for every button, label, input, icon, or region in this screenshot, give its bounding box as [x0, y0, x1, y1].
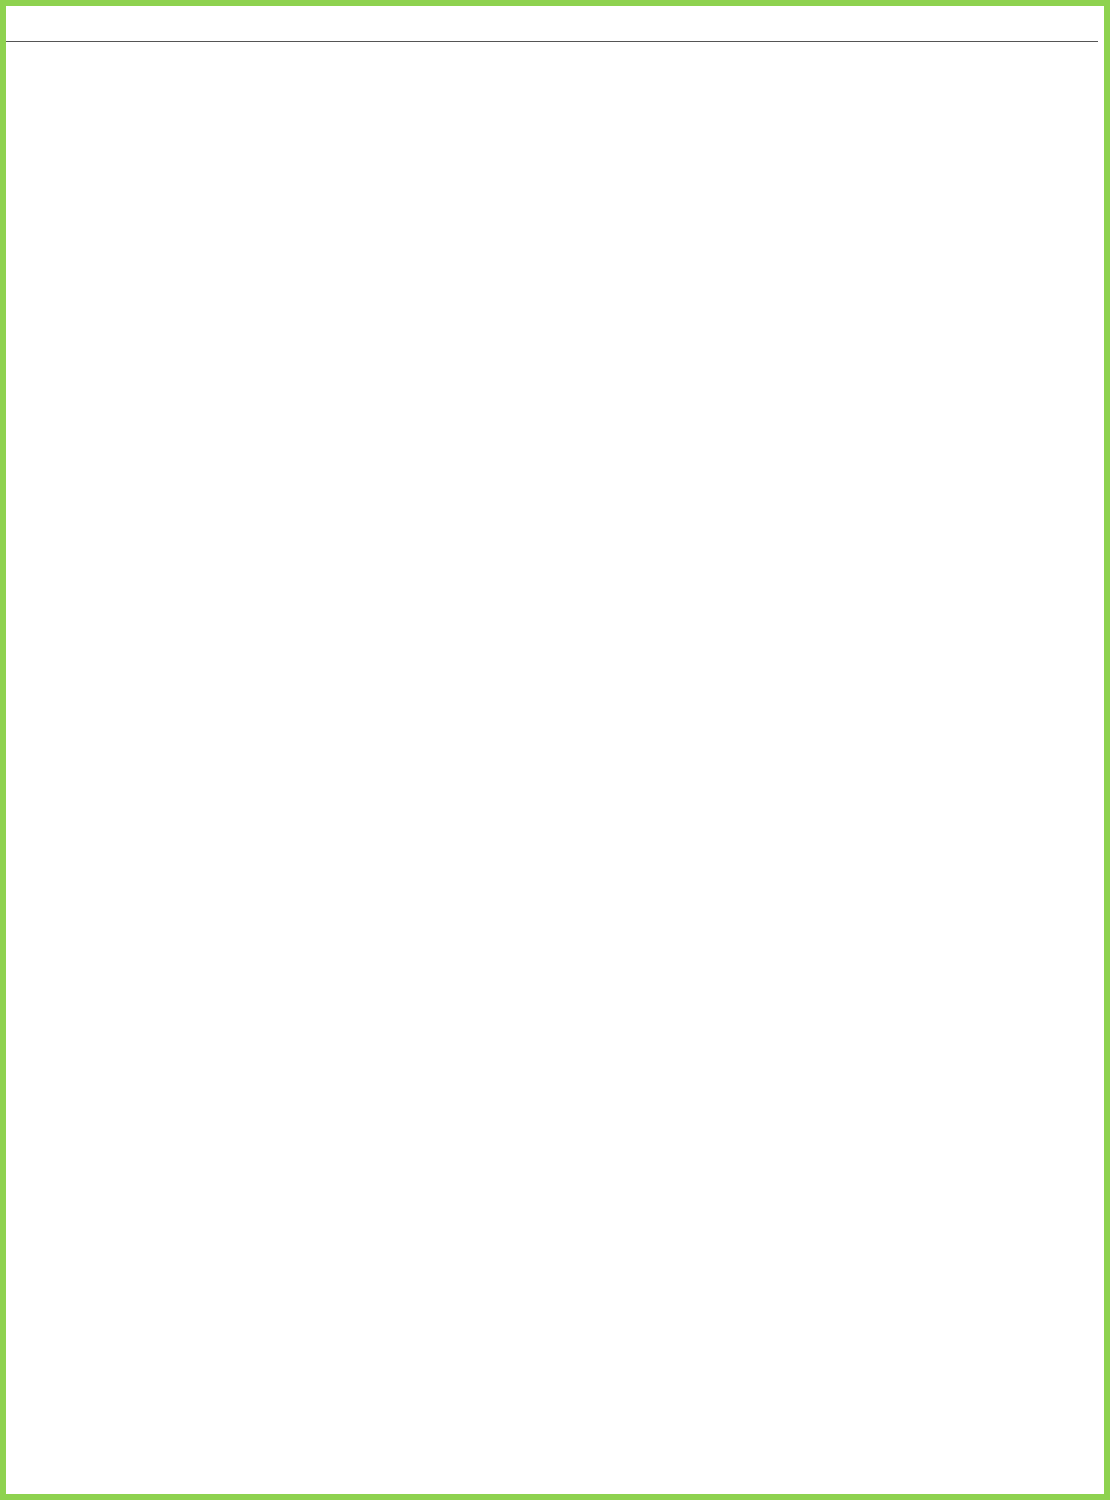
page-title: [6, 6, 1098, 42]
